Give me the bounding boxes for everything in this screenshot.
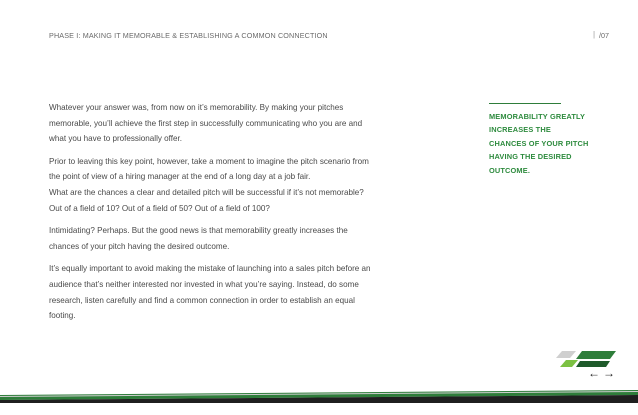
paragraph-1: Whatever your answer was, from now on it’s memorability. By making your pitches memorable, you’ll achieve the first step in successfully communicating who you are and what you have to professionally offer. <box>49 103 363 144</box>
page-number: /07 <box>599 31 609 40</box>
arrow-left-icon: ← <box>588 366 600 380</box>
pull-quote: MEMORABILITY GREATLY INCREASES THE CHANCES OF YOUR PITCH HAVING THE DESIRED OUTCOME. <box>489 112 589 175</box>
paragraph-3: What are the chances a clear and detailed pitch will be successful if it’s not memorable? Out of a field of 10? Out of a field of 50? Out of a field of 100? <box>49 187 364 213</box>
logo-gray-slash <box>556 351 576 358</box>
body-text <box>49 100 379 331</box>
header-separator: | <box>593 30 596 39</box>
footer-band <box>0 383 638 403</box>
header-title: PHASE I: MAKING IT MEMORABLE & ESTABLISHING A COMMON CONNECTION <box>49 31 328 40</box>
next-page-button[interactable] <box>603 366 615 380</box>
logo-green-slash <box>576 351 616 359</box>
paragraph-5: It’s equally important to avoid making the mistake of launching into a sales pitch before an audience that’s neither interested nor invested in what you’re saying. Instead, do some research, listen carefully and find a common connection in order to establish an equal footing. <box>49 264 371 321</box>
paragraph-4: Intimidating? Perhaps. But the good news is that memorability greatly increases the chances of your pitch having the desired outcome. <box>49 226 348 251</box>
arrow-right-icon: → <box>603 366 615 380</box>
pull-quote-rule <box>489 103 561 104</box>
paragraph-2: Prior to leaving this key point, however, take a moment to imagine the pitch scenario from the point of view of a hiring manager at the end of a long day at a job fair. <box>49 156 369 182</box>
logo-light-green-slash <box>560 360 578 367</box>
prev-page-button[interactable] <box>588 366 600 380</box>
